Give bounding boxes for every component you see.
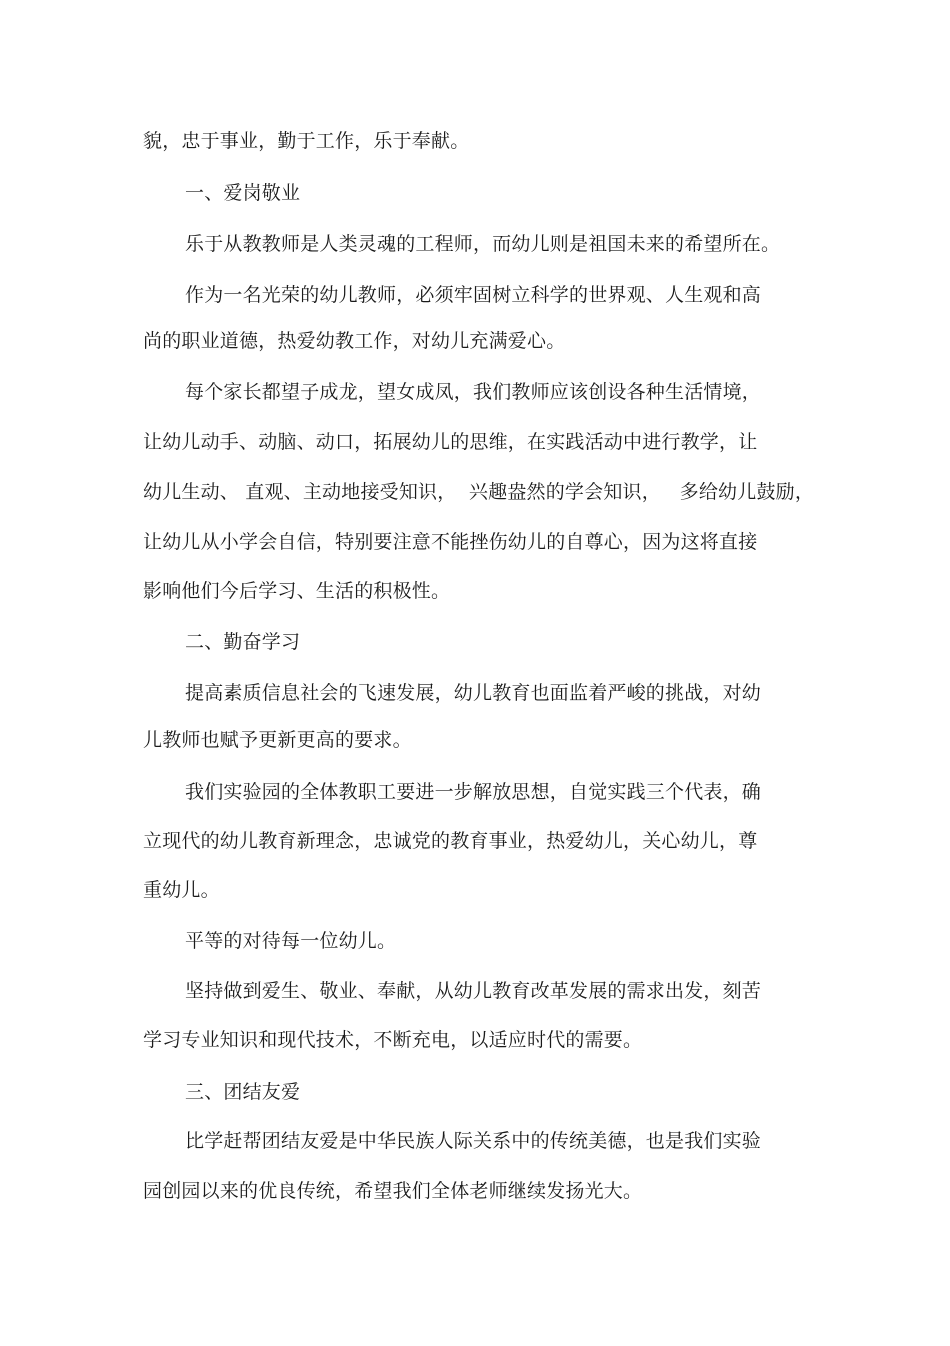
section-heading: 三、团结友爱: [185, 1081, 301, 1103]
paragraph-line: 立现代的幼儿教育新理念，忠诚党的教育事业，热爱幼儿，关心幼儿，尊: [143, 830, 758, 852]
paragraph-line: 比学赶帮团结友爱是中华民族人际关系中的传统美德，也是我们实验: [185, 1130, 762, 1152]
paragraph-line: 园创园以来的优良传统，希望我们全体老师继续发扬光大。: [143, 1180, 643, 1202]
paragraph-line: 每个家长都望子成龙，望女成凤，我们教师应该创设各种生活情境，: [185, 381, 762, 403]
paragraph-line: 乐于从教教师是人类灵魂的工程师，而幼儿则是祖国未来的希望所在。: [185, 233, 781, 255]
paragraph-line: 儿教师也赋予更新更高的要求。: [143, 729, 412, 751]
section-heading: 二、勤奋学习: [185, 631, 301, 653]
paragraph-line: 幼儿生动、 直观、主动地接受知识， 兴趣盎然的学会知识， 多给幼儿鼓励，: [143, 481, 815, 503]
paragraph-line: 貌，忠于事业，勤于工作，乐于奉献。: [143, 130, 470, 152]
section-heading: 一、爱岗敬业: [185, 182, 301, 204]
paragraph-line: 影响他们今后学习、生活的积极性。: [143, 580, 451, 602]
paragraph-line: 我们实验园的全体教职工要进一步解放思想，自觉实践三个代表，确: [185, 781, 762, 803]
paragraph-line: 重幼儿。: [143, 879, 220, 901]
paragraph-line: 让幼儿从小学会自信，特别要注意不能挫伤幼儿的自尊心，因为这将直接: [143, 531, 758, 553]
paragraph-line: 让幼儿动手、动脑、动口，拓展幼儿的思维，在实践活动中进行教学，让: [143, 431, 758, 453]
paragraph-line: 提高素质信息社会的飞速发展，幼儿教育也面监着严峻的挑战，对幼: [185, 682, 762, 704]
paragraph-line: 学习专业知识和现代技术，不断充电，以适应时代的需要。: [143, 1029, 643, 1051]
paragraph-line: 尚的职业道德，热爱幼教工作，对幼儿充满爱心。: [143, 330, 566, 352]
paragraph-line: 坚持做到爱生、敬业、奉献，从幼儿教育改革发展的需求出发，刻苦: [185, 980, 762, 1002]
paragraph-line: 作为一名光荣的幼儿教师，必须牢固树立科学的世界观、人生观和高: [185, 284, 762, 306]
paragraph-line: 平等的对待每一位幼儿。: [185, 930, 397, 952]
